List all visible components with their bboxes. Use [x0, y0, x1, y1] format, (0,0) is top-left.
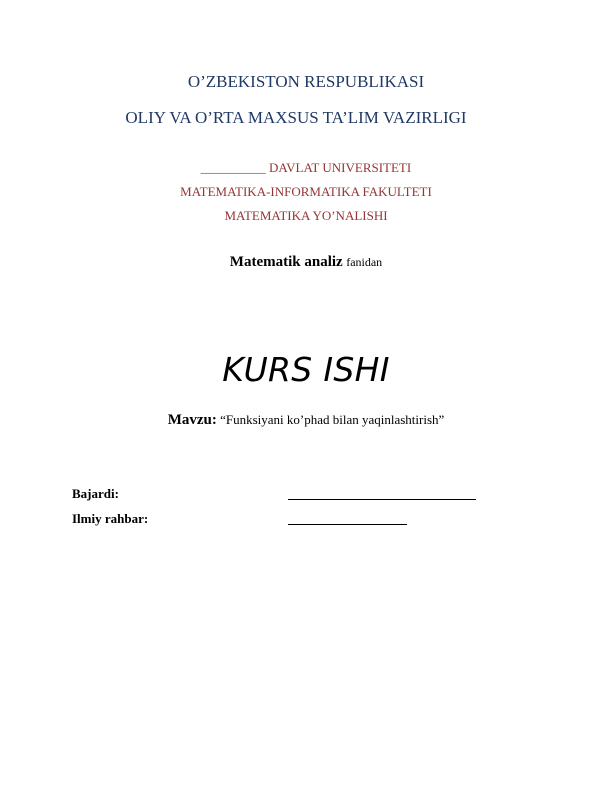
- document-type-title: KURS ISHI: [222, 350, 390, 389]
- supervisor-signature-line: [288, 524, 407, 525]
- direction-name: MATEMATIKA YO’NALISHI: [224, 208, 388, 223]
- subject-line: [0, 254, 612, 271]
- ministry-title: OLIY VA O’RTA MAXSUS TA’LIM VAZIRLIGI: [125, 108, 467, 127]
- faculty-name: MATEMATIKA-INFORMATIKA FAKULTETI: [180, 184, 432, 199]
- subject-suffix: fanidan: [346, 255, 383, 269]
- topic-label: Mavzu:: [167, 412, 217, 428]
- supervisor-label: Ilmiy rahbar:: [72, 511, 149, 526]
- performer-signature-line: [288, 499, 476, 500]
- performer-label: Bajardi:: [72, 486, 119, 501]
- university-name: __________ DAVLAT UNIVERSITETI: [200, 160, 412, 175]
- subject-name: Matematik analiz: [229, 254, 343, 270]
- republic-title: O’ZBEKISTON RESPUBLIKASI: [187, 72, 425, 91]
- topic-value: “Funksiyani ko’phad bilan yaqinlashtirish”: [220, 412, 445, 427]
- topic-line: [0, 412, 612, 429]
